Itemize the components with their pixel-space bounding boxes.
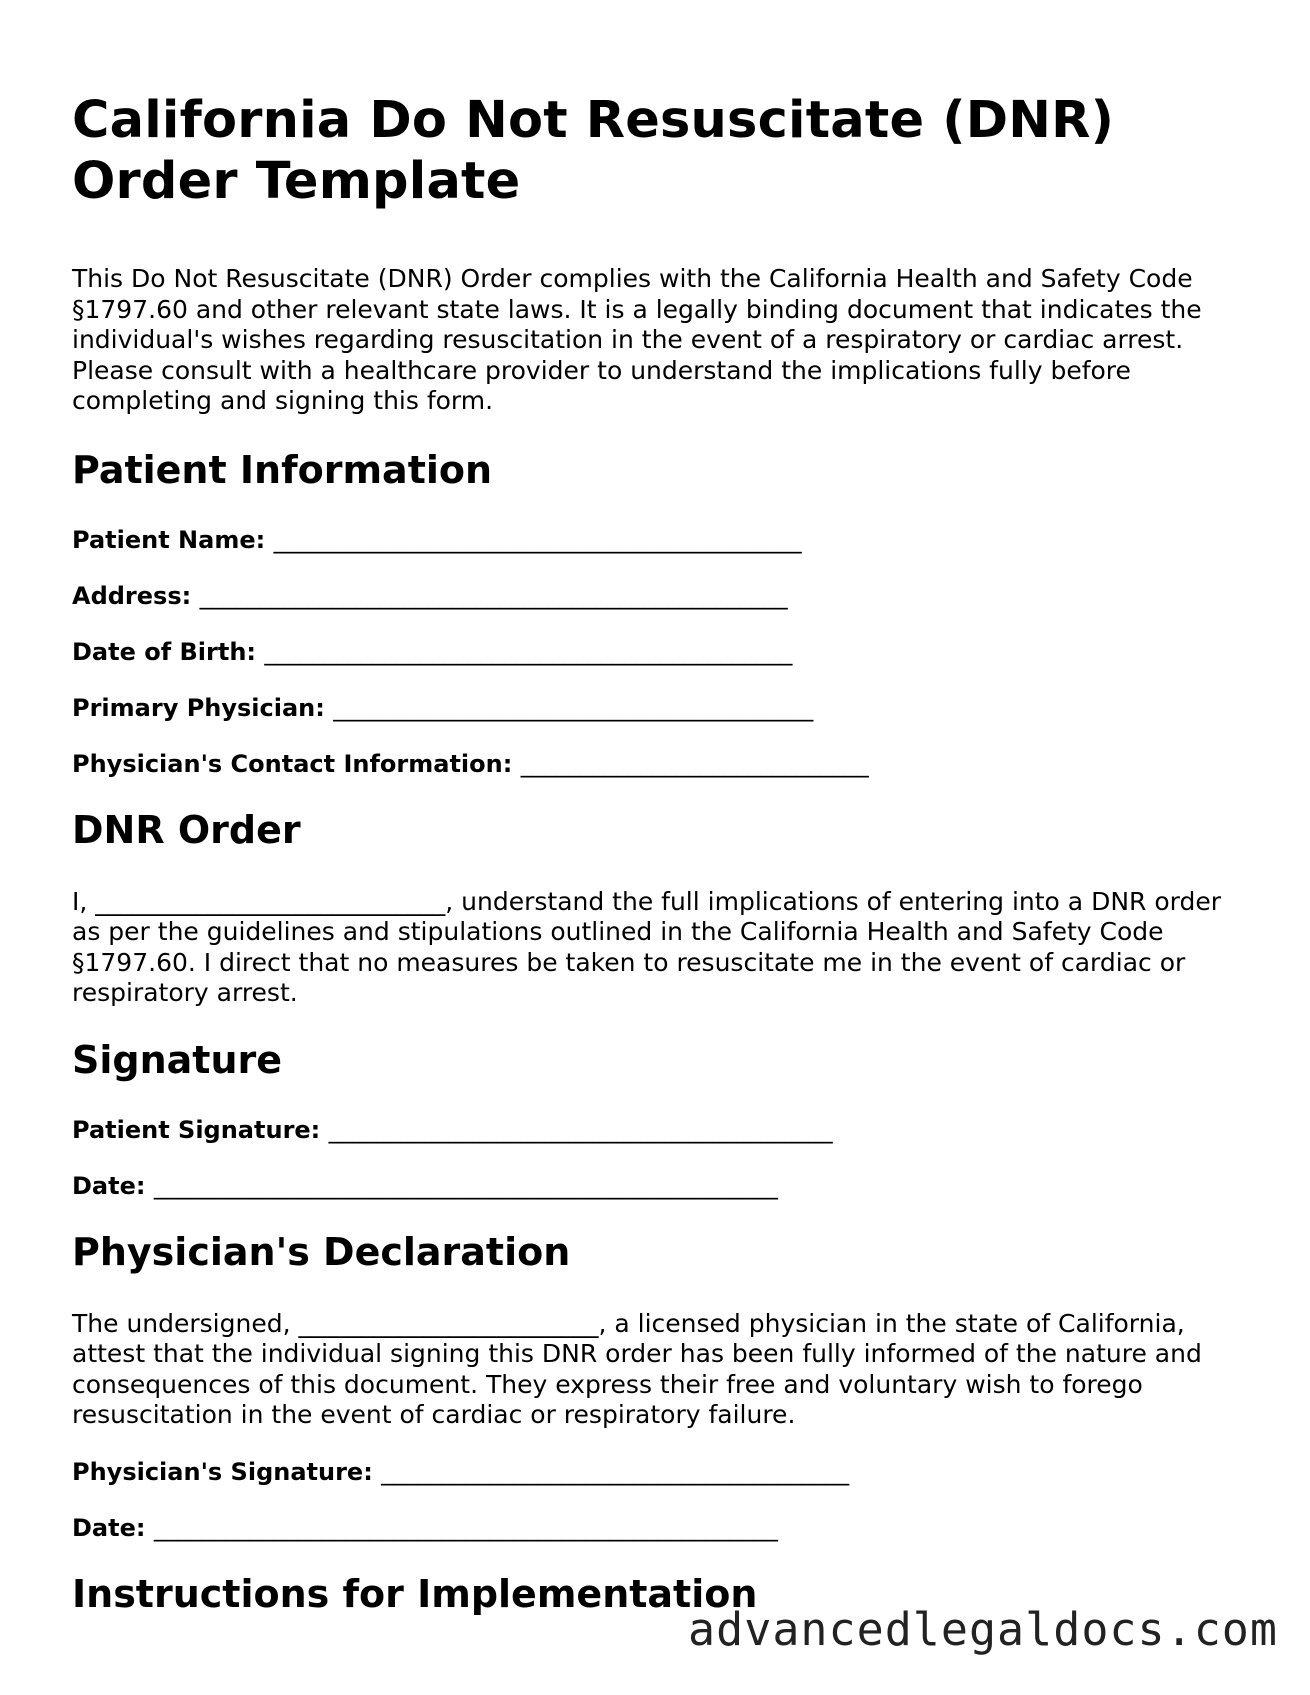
patient-name-field[interactable] xyxy=(72,525,1242,555)
physician-contact-field[interactable] xyxy=(72,749,1242,779)
patient-information-heading: Patient Information xyxy=(72,447,493,492)
physician-date-field[interactable] xyxy=(72,1513,1242,1543)
address-label: Address: xyxy=(72,581,192,610)
primary-physician-blank[interactable]: ________________________________________ xyxy=(333,693,814,722)
physician-contact-blank[interactable]: _____________________________ xyxy=(520,749,869,778)
patient-date-blank[interactable]: ____________________________________________________ xyxy=(153,1171,778,1200)
intro-paragraph: This Do Not Resuscitate (DNR) Order complies with the California Health and Safety Code §1797.60 and other relevant state laws. It is a legally binding document that indicates the individual's wishes regarding resuscitation in the event of a respiratory or cardiac arrest. Please consult with a healthcare provider to understand the implications fully before completing and signing this form. xyxy=(72,264,1202,415)
physician-signature-label: Physician's Signature: xyxy=(72,1457,373,1486)
patient-signature-blank[interactable]: __________________________________________ xyxy=(328,1115,833,1144)
physician-date-blank[interactable]: ____________________________________________________ xyxy=(153,1513,778,1542)
document-title: California Do Not Resuscitate (DNR) Order Template xyxy=(72,91,1115,211)
patient-signature-field[interactable] xyxy=(72,1115,1242,1145)
physician-signature-field[interactable] xyxy=(72,1457,1242,1487)
physician-signature-blank[interactable]: _______________________________________ xyxy=(381,1457,850,1486)
instructions-heading: Instructions for Implementation xyxy=(72,1571,758,1616)
date-of-birth-blank[interactable]: ____________________________________________ xyxy=(264,637,793,666)
address-blank[interactable]: _________________________________________________ xyxy=(199,581,788,610)
patient-name-label: Patient Name: xyxy=(72,525,266,554)
dnr-order-paragraph: I, ____________________________, understand the full implications of entering into a DNR order as per the guidelines and stipulations outlined in the California Health and Safety Code §1797.60. I direct that no measures be taken to resuscitate me in the event of cardiac or respiratory arrest. xyxy=(72,886,1221,1007)
patient-date-field[interactable] xyxy=(72,1171,1242,1201)
physician-contact-label: Physician's Contact Information: xyxy=(72,749,513,778)
patient-signature-label: Patient Signature: xyxy=(72,1115,321,1144)
patient-name-blank[interactable]: ____________________________________________ xyxy=(273,525,802,554)
date-of-birth-label: Date of Birth: xyxy=(72,637,257,666)
physician-declaration-paragraph: The undersigned, ________________________, a licensed physician in the state of California, attest that the individual signing this DNR order has been fully informed of the nature and consequences of this document. They express their free and voluntary wish to forego resuscitation in the event of cardiac or respiratory failure. xyxy=(72,1308,1202,1429)
physician-declaration-heading: Physician's Declaration xyxy=(72,1229,571,1274)
dnr-order-heading: DNR Order xyxy=(72,807,301,852)
watermark-text: advancedlegaldocs.com xyxy=(688,1603,1278,1656)
document-page xyxy=(72,90,1242,1617)
physician-date-label: Date: xyxy=(72,1513,146,1542)
date-of-birth-field[interactable] xyxy=(72,637,1242,667)
primary-physician-field[interactable] xyxy=(72,693,1242,723)
patient-date-label: Date: xyxy=(72,1171,146,1200)
address-field[interactable] xyxy=(72,581,1242,611)
signature-heading: Signature xyxy=(72,1037,283,1082)
primary-physician-label: Primary Physician: xyxy=(72,693,325,722)
